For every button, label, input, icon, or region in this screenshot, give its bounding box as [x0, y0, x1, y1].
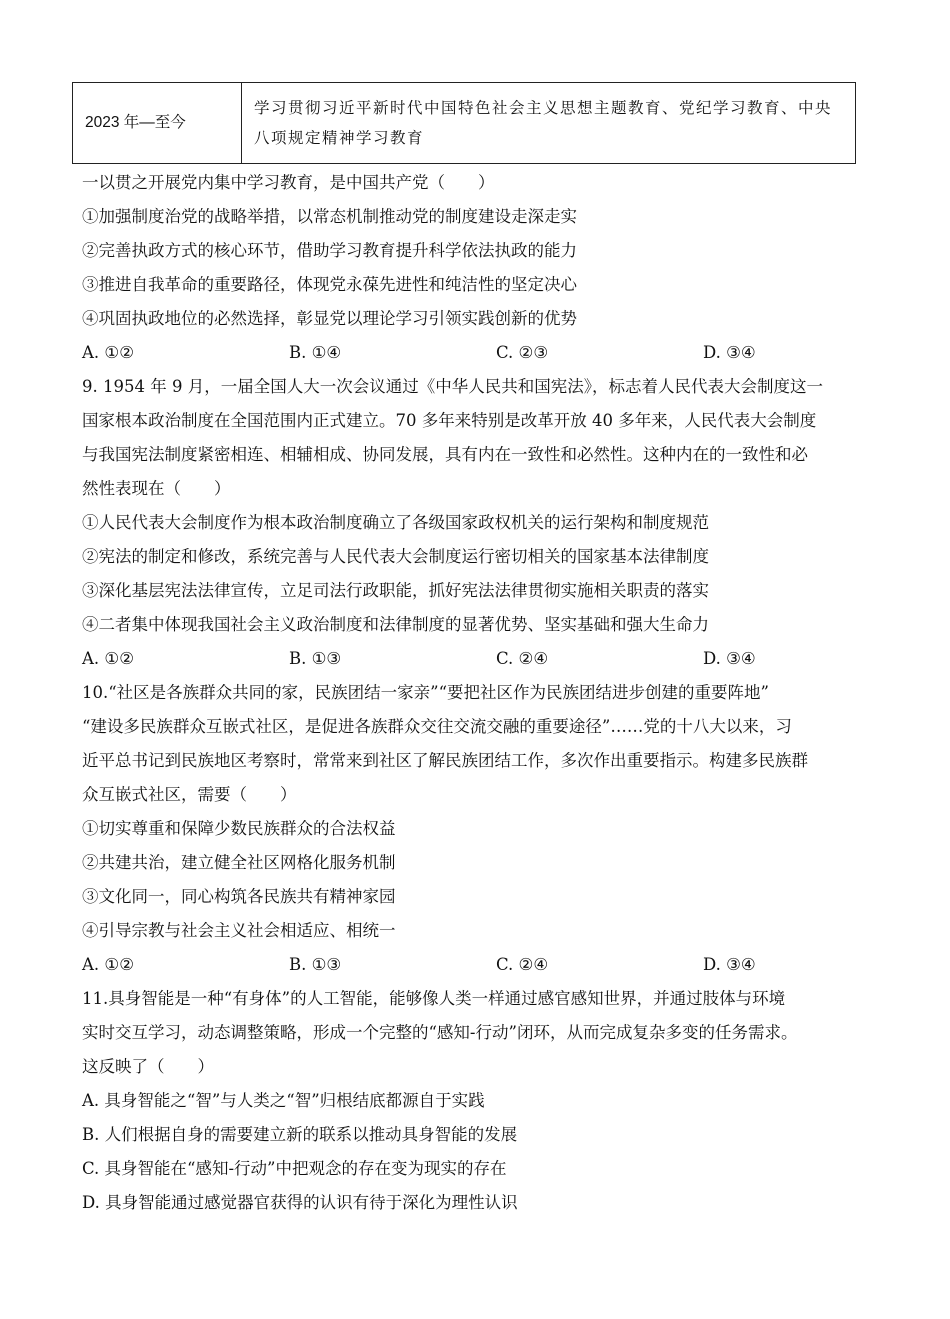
q11-stem-line-1: 11.具身智能是一种“有身体”的人工智能，能够像人类一样通过感官感知世界，并通过肢体与环境: [82, 989, 786, 1008]
q10-stem-line-4: 众互嵌式社区，需要（ ）: [82, 785, 297, 804]
q9-stem-line-2: 国家根本政治制度在全国范围内正式建立。70 多年来特别是改革开放 40 多年来，人民代表大会制度: [82, 411, 817, 430]
q9-stem-line-4: 然性表现在（ ）: [82, 479, 231, 498]
q8-statement-2: ②完善执政方式的核心环节，借助学习教育提升科学依法执政的能力: [82, 241, 577, 260]
q10-option-c: C. ②④: [496, 955, 549, 974]
q10-statement-2: ②共建共治，建立健全社区网格化服务机制: [82, 853, 396, 872]
q9-stem-line-1: 9. 1954 年 9 月，一届全国人大一次会议通过《中华人民共和国宪法》，标志着人民代表大会制度这一: [82, 377, 823, 396]
q10-stem-line-1: 10.“社区是各族群众共同的家，民族团结一家亲”“要把社区作为民族团结进步创建的重要阵地”: [82, 683, 769, 702]
q10-statement-1: ①切实尊重和保障少数民族群众的合法权益: [82, 819, 396, 838]
q8-option-a: A. ①②: [82, 343, 134, 362]
period-cell: 2023 年—至今: [73, 83, 242, 164]
q8-statement-3: ③推进自我革命的重要路径，体现党永葆先进性和纯洁性的坚定决心: [82, 275, 577, 294]
q11-choice-c: C. 具身智能在“感知-行动”中把观念的存在变为现实的存在: [82, 1159, 507, 1178]
table-row: [73, 83, 856, 164]
q9-stem-line-3: 与我国宪法制度紧密相连、相辅相成、协同发展，具有内在一致性和必然性。这种内在的一致性和必: [82, 445, 808, 464]
q9-option-b: B. ①③: [289, 649, 342, 668]
q10-option-a: A. ①②: [82, 955, 134, 974]
q8-statement-1: ①加强制度治党的战略举措，以常态机制推动党的制度建设走深走实: [82, 207, 577, 226]
q8-option-c: C. ②③: [496, 343, 549, 362]
q10-stem-line-3: 近平总书记到民族地区考察时，常常来到社区了解民族团结工作，多次作出重要指示。构建多民族群: [82, 751, 808, 770]
q8-option-b: B. ①④: [289, 343, 342, 362]
q10-option-d: D. ③④: [703, 955, 756, 974]
q10-statement-4: ④引导宗教与社会主义社会相适应、相统一: [82, 921, 396, 940]
q9-statement-1: ①人民代表大会制度作为根本政治制度确立了各级国家政权机关的运行架构和制度规范: [82, 513, 709, 532]
q10-stem-line-2: “建设多民族群众互嵌式社区，是促进各族群众交往交流交融的重要途径”……党的十八大以来，习: [82, 717, 792, 736]
q9-statement-2: ②宪法的制定和修改，系统完善与人民代表大会制度运行密切相关的国家基本法律制度: [82, 547, 709, 566]
q8-statement-4: ④巩固执政地位的必然选择，彰显党以理论学习引领实践创新的优势: [82, 309, 577, 328]
q11-stem-line-2: 实时交互学习，动态调整策略，形成一个完整的“感知-行动”闭环，从而完成复杂多变的任务需求。: [82, 1023, 798, 1042]
q11-stem-line-3: 这反映了（ ）: [82, 1057, 214, 1076]
q8-stem: 一以贯之开展党内集中学习教育，是中国共产党（ ）: [82, 173, 495, 192]
timeline-table: [72, 82, 856, 164]
content-cell: 学习贯彻习近平新时代中国特色社会主义思想主题教育、党纪学习教育、中央八项规定精神学习教育: [242, 83, 856, 164]
q9-option-a: A. ①②: [82, 649, 134, 668]
q9-statement-4: ④二者集中体现我国社会主义政治制度和法律制度的显著优势、坚实基础和强大生命力: [82, 615, 709, 634]
q9-statement-3: ③深化基层宪法法律宣传，立足司法行政职能，抓好宪法法律贯彻实施相关职责的落实: [82, 581, 709, 600]
q9-option-c: C. ②④: [496, 649, 549, 668]
q10-option-b: B. ①③: [289, 955, 342, 974]
q10-statement-3: ③文化同一，同心构筑各民族共有精神家园: [82, 887, 396, 906]
q11-choice-d: D. 具身智能通过感觉器官获得的认识有待于深化为理性认识: [82, 1193, 518, 1212]
q8-option-d: D. ③④: [703, 343, 756, 362]
q11-choice-b: B. 人们根据自身的需要建立新的联系以推动具身智能的发展: [82, 1125, 518, 1144]
q11-choice-a: A. 具身智能之“智”与人类之“智”归根结底都源自于实践: [82, 1091, 485, 1110]
q9-option-d: D. ③④: [703, 649, 756, 668]
